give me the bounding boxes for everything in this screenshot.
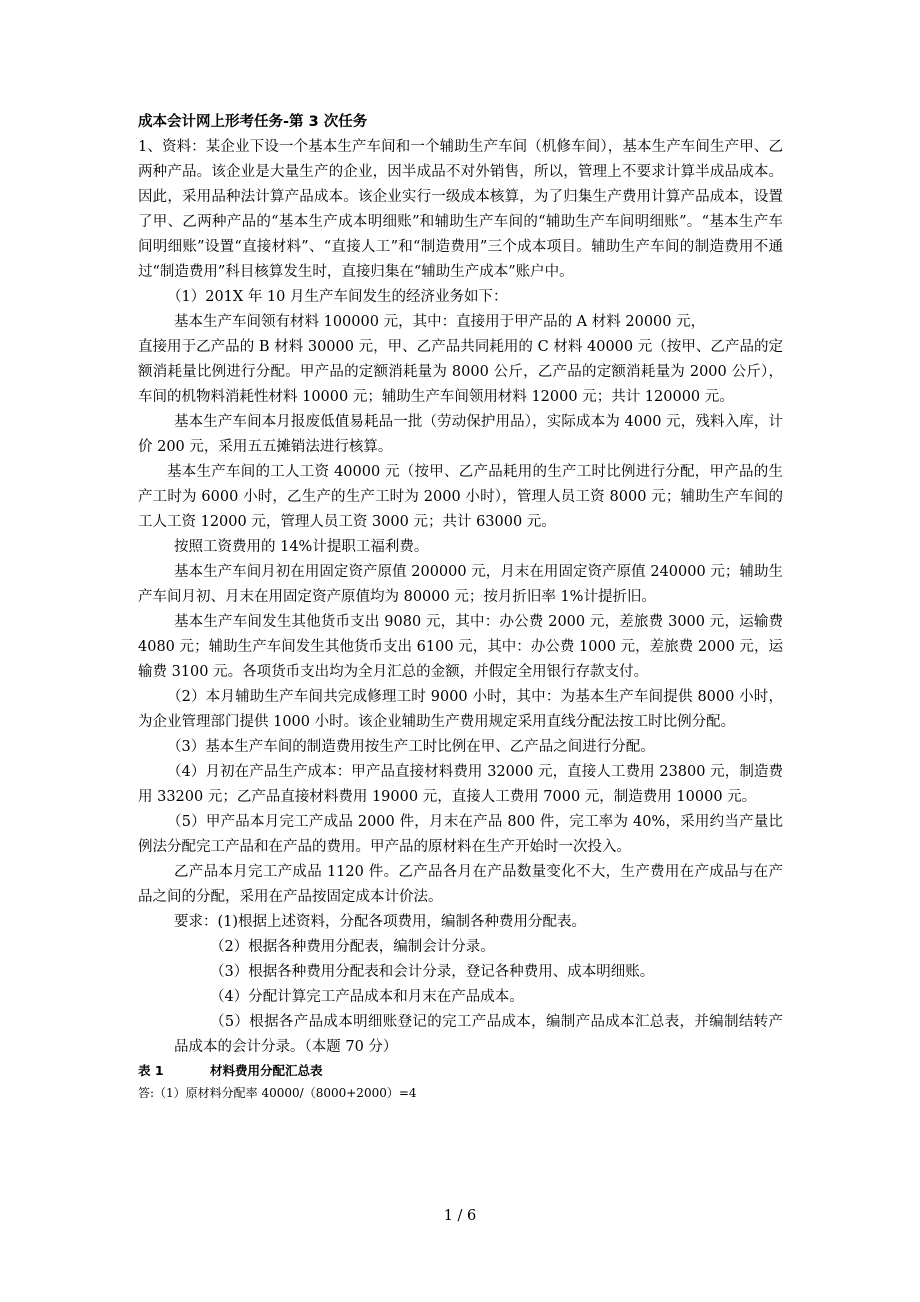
paragraph-intro: 1、资料：某企业下设一个基本生产车间和一个辅助生产车间（机修车间），基本生产车间生产甲、乙两种产品。该企业是大量生产的企业，因半成品不对外销售，所以，管理上不要求计算半成品成本。因此，采用品种法计算产品成本。该企业实行一级成本核算，为了归集生产费用计算产品成本，设置了甲、乙两种产品的“基本生产成本明细账”和辅助生产车间的“辅助生产车间明细账”。“基本生产车间明细账”设置“直接材料”、“直接人工”和“制造费用”三个成本项目。辅助生产车间的制造费用不通过“制造费用”科目核算发生时，直接归集在“辅助生产成本”账户中。 [138, 139, 783, 280]
paragraph-requirement-2: （2）根据各种费用分配表，编制会计分录。 [210, 939, 495, 955]
paragraph-materials-a: 基本生产车间领有材料 100000 元，其中：直接用于甲产品的 A 材料 20000 元， [174, 314, 706, 330]
paragraph-requirement-3: （3）根据各种费用分配表和会计分录，登记各种费用、成本明细账。 [210, 964, 655, 980]
page-number: 1 / 6 [443, 1208, 477, 1224]
paragraph-item-2: （2）本月辅助生产车间共完成修理工时 9000 小时，其中：为基本生产车间提供 8000 小时，为企业管理部门提供 1000 小时。该企业辅助生产费用规定采用直线分配法按工时比例分配。 [138, 689, 783, 730]
table-caption [138, 1060, 783, 1082]
paragraph-requirement-4: （4）分配计算完工产品成本和月末在产品成本。 [210, 989, 524, 1005]
paragraph-requirement: 要求：(1)根据上述资料，分配各项费用，编制各种费用分配表。 [174, 914, 587, 930]
paragraph-item-4: （4）月初在产品生产成本：甲产品直接材料费用 32000 元，直接人工费用 23800 元，制造费用 33200 元；乙产品直接材料费用 19000 元，直接人工费用 7000 元，制造费用 10000 元。 [138, 764, 783, 805]
paragraph-product-b: 乙产品本月完工产成品 1120 件。乙产品各月在产品数量变化不大，生产费用在产成品与在产品之间的分配，采用在产品按固定成本计价法。 [138, 864, 783, 905]
paragraph-requirement-5: （5）根据各产品成本明细账登记的完工产品成本，编制产品成本汇总表，并编制结转产品成本的会计分录。（本题 70 分） [174, 1014, 783, 1055]
table-label: 表 1 [138, 1063, 164, 1078]
paragraph-item-1: （1）201X 年 10 月生产车间发生的经济业务如下： [167, 289, 508, 305]
answer-line: 答:（1）原材料分配率 40000/（8000+2000）=4 [138, 1086, 417, 1100]
table-title: 材料费用分配汇总表 [210, 1063, 323, 1078]
paragraph-depreciation: 基本生产车间月初在用固定资产原值 200000 元，月末在用固定资产原值 240000 元；辅助生产车间月初、月末在用固定资产原值均为 80000 元；按月折旧率 1%计提折旧。 [138, 564, 783, 605]
paragraph-welfare: 按照工资费用的 14%计提职工福利费。 [174, 539, 429, 555]
paragraph-low-value: 基本生产车间本月报废低值易耗品一批（劳动保护用品），实际成本为 4000 元，残料入库，计价 200 元，采用五五摊销法进行核算。 [138, 414, 783, 455]
document-page [138, 110, 783, 1104]
paragraph-item-5: （5）甲产品本月完工产成品 2000 件，月末在产品 800 件，完工率为 40%，采用约当产量比例法分配完工产品和在产品的费用。甲产品的原材料在生产开始时一次投入。 [138, 814, 783, 855]
paragraph-materials-b: 直接用于乙产品的 B 材料 30000 元，甲、乙产品共同耗用的 C 材料 40000 元（按甲、乙产品的定额消耗量比例进行分配。甲产品的定额消耗量为 8000 公斤，乙产品的定额消耗量为 2000 公斤），车间的机物料消耗性材料 10000 元；辅助生产车间领用材料 12000 元；共计 120000 元。 [138, 339, 783, 405]
document-title: 成本会计网上形考任务-第 3 次任务 [138, 114, 368, 130]
paragraph-other-expense: 基本生产车间发生其他货币支出 9080 元，其中：办公费 2000 元，差旅费 3000 元，运输费 4080 元；辅助生产车间发生其他货币支出 6100 元，其中：办公费 1000 元，差旅费 2000 元，运输费 3100 元。各项货币支出均为全月汇总的金额，并假定全用银行存款支付。 [138, 614, 783, 680]
paragraph-wages: 基本生产车间的工人工资 40000 元（按甲、乙产品耗用的生产工时比例进行分配，甲产品的生产工时为 6000 小时，乙生产的生产工时为 2000 小时），管理人员工资 8000 元；辅助生产车间的工人工资 12000 元，管理人员工资 3000 元；共计 63000 元。 [138, 464, 783, 530]
paragraph-item-3: （3）基本生产车间的制造费用按生产工时比例在甲、乙产品之间进行分配。 [167, 739, 655, 755]
